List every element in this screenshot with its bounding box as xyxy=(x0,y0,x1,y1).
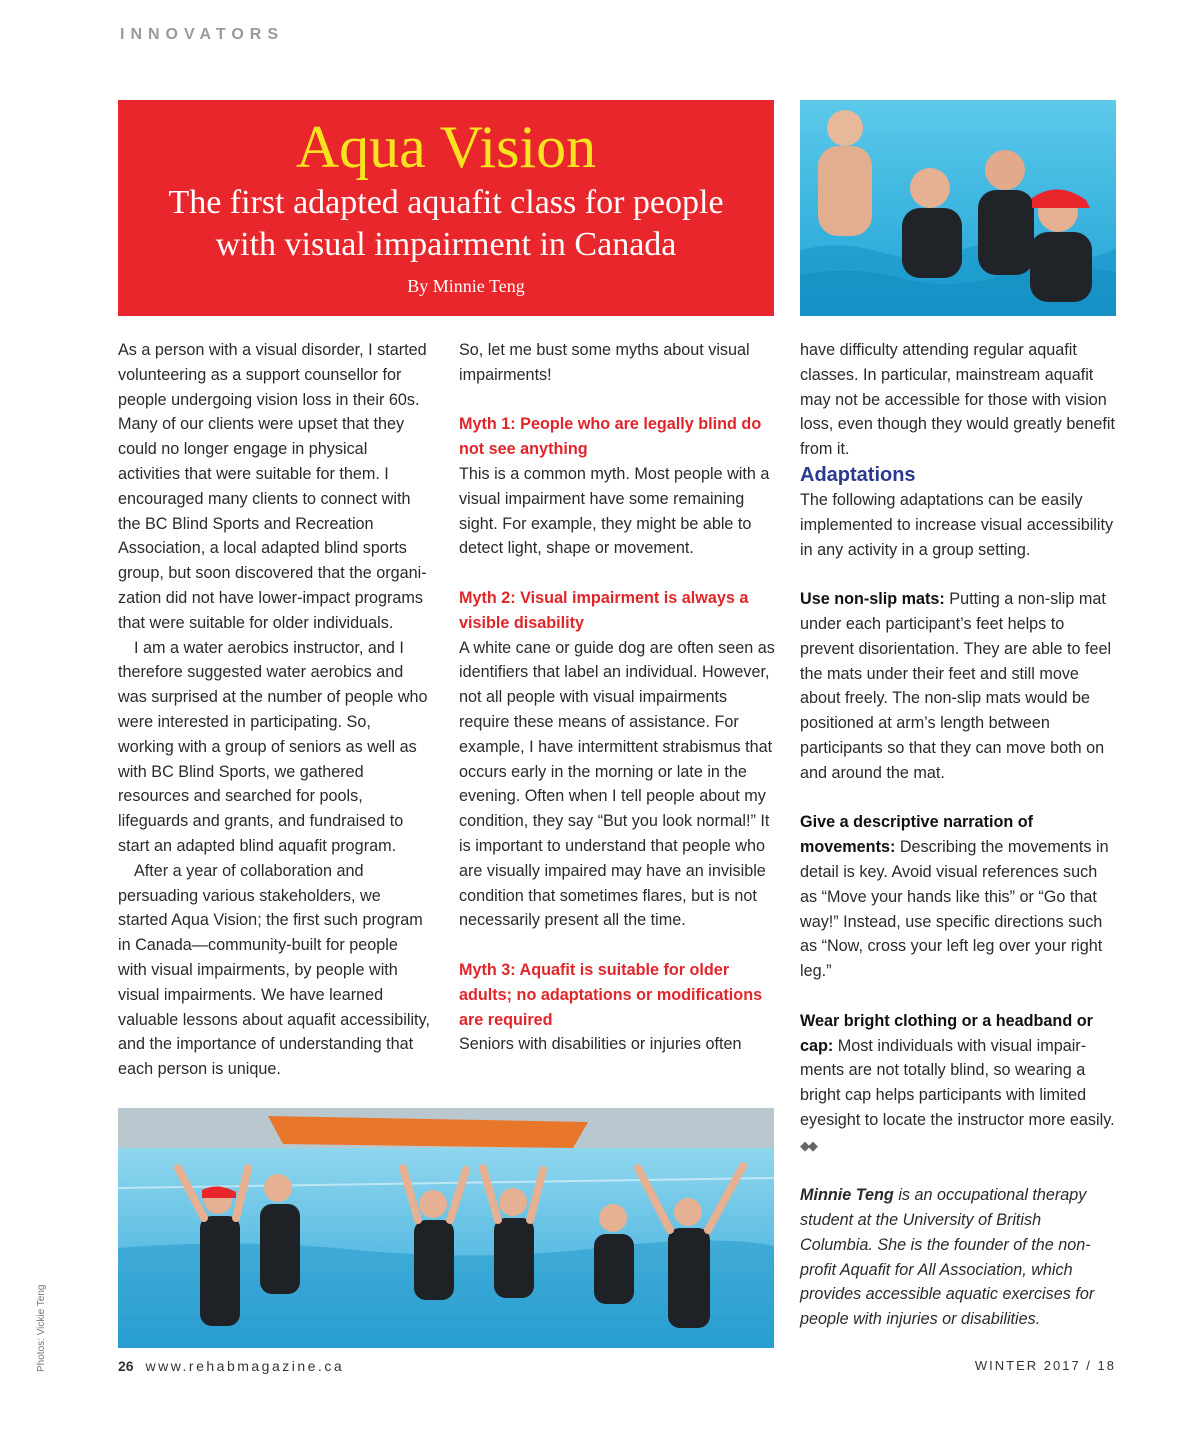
author-bio xyxy=(800,1183,1118,1332)
website-url[interactable]: www.rehabmagazine.ca xyxy=(145,1358,345,1374)
tip-heading: Use non-slip mats: xyxy=(800,590,945,609)
paragraph: A white cane or guide dog are often seen as identifiers that label an individual. However, not all people with visual impairments require these means of assistance. For example, I have intermittent strabismus that occurs early in the morning or late in the evening. Often when I tell people about my condition, they say “But you look normal!” It is important to understand that people who are visually impaired may have an invisible condition that sometimes flares, but is not necessarily present all the time. xyxy=(459,638,775,930)
tip-paragraph xyxy=(800,1009,1118,1159)
paragraph: have difficulty attending regular aquafit classes. In particular, mainstream aquafit may not be accessible for those with vision loss, even though they would greatly benefit from it. xyxy=(800,341,1115,459)
column-2 xyxy=(459,338,777,1057)
adaptations-heading: Adaptations xyxy=(800,463,916,486)
myth-1-heading: Myth 1: People who are legally blind do not see anything xyxy=(459,415,762,459)
article-byline: By Minnie Teng xyxy=(407,276,525,296)
paragraph: After a year of collaboration and persuading various stakeholders, we started Aqua Vision; the first such program in Canada—community-built for people with visual impairments, by people with visual impairments. We have learned valuable lessons about aquafit accessibility, and the importance of understanding that each person is unique. xyxy=(118,861,430,1079)
paragraph: This is a common myth. Most people with a visual impairment have some remaining sight. For example, they might be able to detect light, shape or movement. xyxy=(459,464,770,558)
myth-3-heading: Myth 3: Aquafit is suitable for older adults; no adaptations or modifications are required xyxy=(459,960,763,1029)
end-mark-icon: ◆◆ xyxy=(800,1137,816,1153)
tip-body: Putting a non-slip mat under each participant’s feet helps to prevent disorientation. They are able to feel the mats under their feet and still move about freely. The non-slip mats would be positioned at arm’s length between participants so that they can move both on and around the mat. xyxy=(800,590,1112,782)
paragraph: Seniors with disabilities or injuries often xyxy=(459,1035,742,1054)
photo-credit: Photos: Vickie Teng xyxy=(36,1284,47,1372)
photo-pool-group-top xyxy=(800,100,1116,316)
tip-body: Most individuals with visual impair-ments are not totally blind, so wearing a bright cap helps participants with limited eyesight to locate the instructor more easily. xyxy=(800,1036,1115,1129)
author-name: Minnie Teng xyxy=(800,1186,894,1205)
photo-aquafit-class xyxy=(118,1108,774,1348)
tip-paragraph xyxy=(800,587,1118,785)
paragraph: The following adaptations can be easily implemented to increase visual accessibility in any activity in a group setting. xyxy=(800,490,1114,559)
paragraph: As a person with a visual disorder, I started volunteering as a support counsellor for people undergoing vision loss in their 60s. Many of our clients were upset that they could no longer engage in physical activities that were suitable for them. I encouraged many clients to connect with the BC Blind Sports and Recreation Association, a local adapted blind sports group, but soon discovered that the organi-zation did not have lower-impact programs that were suitable for older individuals. xyxy=(118,341,427,632)
tip-heading: Wear bright clothing or a headband or cap: xyxy=(800,1011,1093,1055)
title-banner xyxy=(118,100,774,316)
section-label: INNOVATORS xyxy=(120,26,285,43)
tip-heading: Give a descriptive narration of movements: xyxy=(800,813,1033,857)
tip-paragraph xyxy=(800,810,1118,984)
page-number: 26 xyxy=(118,1358,134,1374)
author-bio-body: is an occupational therapy student at the University of British Columbia. She is the founder of the non-profit Aquafit for All Association, which provides accessible aquatic exercises for people with injuries or disabilities. xyxy=(800,1186,1095,1329)
footer-left xyxy=(118,1358,344,1374)
myth-2-heading: Myth 2: Visual impairment is always a visible disability xyxy=(459,588,749,632)
paragraph: So, let me bust some myths about visual impairments! xyxy=(459,341,750,384)
issue-date: WINTER 2017 / 18 xyxy=(974,1358,1116,1373)
column-1 xyxy=(118,338,430,1082)
tip-body: Describing the movements in detail is key. Avoid visual references such as “Move your hands like this” or “Go that way!” Instead, use specific directions such as “Now, cross your left leg over your right leg.” xyxy=(800,838,1109,981)
column-3 xyxy=(800,338,1118,1332)
article-subtitle: The first adapted aquafit class for people with visual impairment in Canada xyxy=(168,184,724,263)
paragraph: I am a water aerobics instructor, and I therefore suggested water aerobics and was surprised at the number of people who were interested in participating. So, working with a group of seniors as well as with BC Blind Sports, we gathered resources and searched for pools, lifeguards and grants, and fundraised to start an adapted blind aquafit program. xyxy=(118,638,428,855)
article-title: Aqua Vision xyxy=(295,114,597,180)
